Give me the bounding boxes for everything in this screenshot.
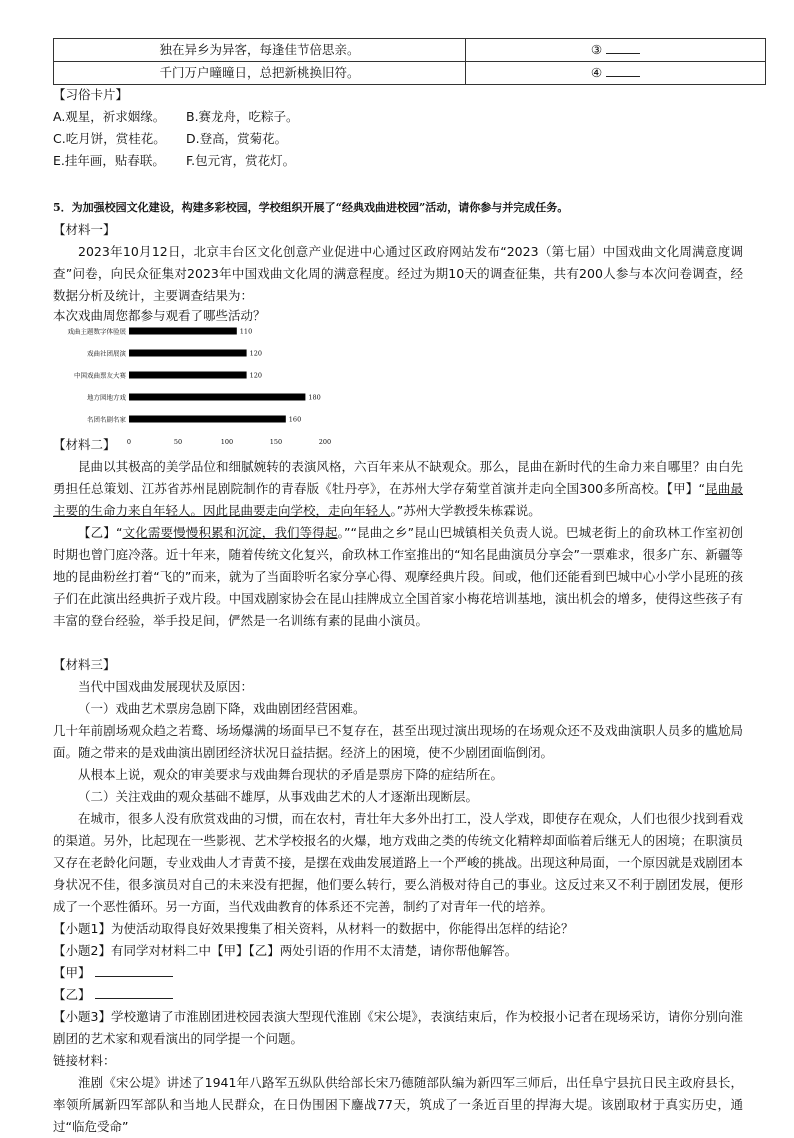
- quote-yi: 文化需要慢慢积累和沉淀，我们等得起: [122, 525, 338, 540]
- custom-option-row: [53, 150, 743, 172]
- question-1: 【小题1】为使活动取得良好效果搜集了相关资料，从材料一的数据中，你能得出怎样的结论？: [53, 921, 574, 936]
- question-3: 【小题3】学校邀请了市淮剧团进校园表演大型现代淮剧《宋公堤》，表演结束后，作为校报小记者在现场采访，请你分别向淮剧团的艺术家和观看演出的同学提一个问题。: [53, 1009, 743, 1046]
- poem-line: 千门万户曈曈日，总把新桃换旧符。: [54, 62, 466, 85]
- option-a: A.观星，祈求姻缘。: [53, 109, 166, 124]
- x-tick-label: 50: [173, 438, 183, 446]
- question-5-title: 5．为加强校园文化建设，构建多彩校园，学校组织开展了“经典戏曲进校园”活动，请你参与并完成任务。: [53, 201, 569, 214]
- material-1-label: 【材料一】: [53, 222, 116, 237]
- question-2: 【小题2】有同学对材料二中【甲】【乙】两处引语的作用不太清楚，请你帮他解答。: [53, 943, 518, 958]
- material-3-section-1-text: 几十年前剧场观众趋之若鹜、场场爆满的场面早已不复存在，甚至出现过演出现场的在场观众还不及戏曲演职人员多的尴尬局面。随之带来的是戏曲演出剧团经济状况日益拮据。经济上的困境，使不少剧团面临倒闭。: [53, 723, 743, 760]
- custom-option-row: [53, 128, 743, 150]
- answer-blank[interactable]: [606, 64, 640, 77]
- material-3-section-2-text: 在城市，很多人没有欣赏戏曲的习惯，而在农村，青壮年大多外出打工，没人学戏，即使存在观众，人们也很少找到看戏的渠道。另外，比起现在一些影视、艺术学校报名的火爆，地方戏曲之类的传统文化精粹却面临着后继无人的困境；在职演员又存在老龄化问题，专业戏曲人才青黄不接，是摆在戏曲发展道路上一个严峻的挑战。出现这种局面，一个原因就是戏剧团本身状况不佳，很多演员对自己的未来没有把握，他们要么转行，要么消极对待自己的事业。这反过来又不利于剧团发展，便形成了一个恶性循环。另一方面，当代戏曲教育的体系还不完善，制约了对青年一代的培养。: [53, 811, 743, 914]
- x-tick-label: 200: [318, 438, 332, 446]
- category-label: 戏曲主题数字体验展: [67, 327, 126, 336]
- material-3-intro: 当代中国戏曲发展现状及原因：: [78, 679, 254, 694]
- value-label: 120: [249, 349, 263, 358]
- category-label: 中国戏曲票友大赛: [74, 371, 126, 380]
- value-label: 180: [308, 393, 321, 402]
- link-material-text: 淮剧《宋公堤》讲述了1941年八路军五纵队供给部长宋乃德随部队编为新四军三师后，出任阜宁县抗日民主政府县长，率领所属新四军部队和当地人民群众，在日伪围困下鏖战77天，筑成了一条近百里的捍海大堤。该剧取材于真实历史，通过“临危受命”: [53, 1075, 743, 1134]
- answer-blank[interactable]: [606, 41, 640, 54]
- value-label: 120: [249, 371, 263, 380]
- option-e: E.挂年画，贴春联。: [53, 153, 165, 168]
- value-label: 160: [288, 415, 302, 424]
- material-3-label: 【材料三】: [53, 657, 116, 672]
- bar: [129, 350, 247, 357]
- category-label: 地方园地方戏: [87, 393, 126, 402]
- category-label: 名团名剧名家: [87, 415, 126, 424]
- answer-yi: 【乙】: [53, 984, 743, 1006]
- material-3-section-1: （一）戏曲艺术票房急剧下降，戏曲剧团经营困难。: [78, 701, 366, 716]
- chart-title: 本次戏曲周您都参与观看了哪些活动？: [53, 308, 266, 323]
- material-1-text: 2023年10月12日，北京丰台区文化创意产业促进中心通过区政府网站发布“2023（第七届）中国戏曲文化周满意度调查”问卷，向民众征集对2023年中国戏曲文化周的满意程度。经过为期10天的调查征集，共有200人参与本次问卷调查，经数据分析及统计，主要调查结果为：: [53, 244, 743, 303]
- x-tick-label: 0: [126, 438, 132, 446]
- chart-plot: [68, 327, 332, 447]
- custom-card-title: 【习俗卡片】: [53, 87, 129, 102]
- poem-line: 独在异乡为异客，每逢佳节倍思亲。: [54, 39, 466, 62]
- answer-jia: 【甲】: [53, 962, 743, 984]
- material-3-section-1-text-2: 从根本上说，观众的审美要求与戏曲舞台现状的矛盾是票房下降的症结所在。: [78, 767, 504, 782]
- material-2-paragraph-1: 昆曲以其极高的美学品位和细腻婉转的表演风格，六百年来从不缺观众。那么，昆曲在新时代的生命力来自哪里？由白先勇担任总策划、江苏省苏州昆剧院制作的青春版《牡丹亭》，在苏州大学存菊堂首演并走向全国300多所高校。【甲】“昆曲最主要的生命力来自年轻人。因此昆曲要走向学校，走向年轻人。”苏州大学教授朱栋霖说。: [53, 459, 743, 518]
- bar: [129, 416, 286, 423]
- answer-label: ③: [590, 42, 603, 57]
- link-material-label: 链接材料：: [53, 1053, 116, 1068]
- poem-table: [53, 38, 766, 85]
- option-d: D.登高，赏菊花。: [186, 131, 288, 146]
- answer-blank-yi[interactable]: [95, 986, 173, 999]
- material-3-section-2: （二）关注戏曲的观众基础不雄厚，从事戏曲艺术的人才逐渐出现断层。: [78, 789, 479, 804]
- option-f: F.包元宵，赏花灯。: [186, 153, 296, 168]
- option-b: B.赛龙舟，吃粽子。: [186, 109, 299, 124]
- value-label: 110: [239, 327, 253, 336]
- answer-cell: [466, 39, 766, 62]
- bar: [129, 328, 237, 335]
- material-2-paragraph-2: 【乙】“文化需要慢慢积累和沉淀，我们等得起。”“昆曲之乡”昆山巴城镇相关负责人说。巴城老街上的俞玖林工作室初创时期也曾门庭冷落。近十年来，随着传统文化复兴，俞玖林工作室推出的“知名昆曲演员分享会”一票难求，很多广东、新疆等地的昆曲粉丝打着“飞的”而来，就为了当面聆听名家分享心得、观摩经典片段。间或，他们还能看到巴城中心小学小昆班的孩子们在此演出经典折子戏片段。中国戏剧家协会在昆山挂牌成立全国首家小梅花培训基地，演出机会的增多，使得这些孩子有丰富的登台经验，举手投足间，俨然是一名训练有素的昆曲小演员。: [53, 525, 743, 628]
- answer-blank-jia[interactable]: [95, 964, 173, 977]
- quote-jia: 昆曲最主要的生命力来自年轻人。因此昆曲要走向学校，走向年轻人: [53, 481, 743, 518]
- material-2-label: 【材料二】: [53, 437, 116, 452]
- x-tick-label: 100: [220, 438, 234, 446]
- custom-option-row: [53, 106, 743, 128]
- option-c: C.吃月饼，赏桂花。: [53, 131, 166, 146]
- category-label: 戏曲社团展演: [87, 349, 126, 358]
- answer-cell: [466, 62, 766, 85]
- x-tick-label: 150: [269, 438, 283, 446]
- table-row: [54, 39, 766, 62]
- bar: [129, 372, 247, 379]
- table-row: [54, 62, 766, 85]
- answer-label: ④: [590, 65, 603, 80]
- bar: [129, 394, 305, 401]
